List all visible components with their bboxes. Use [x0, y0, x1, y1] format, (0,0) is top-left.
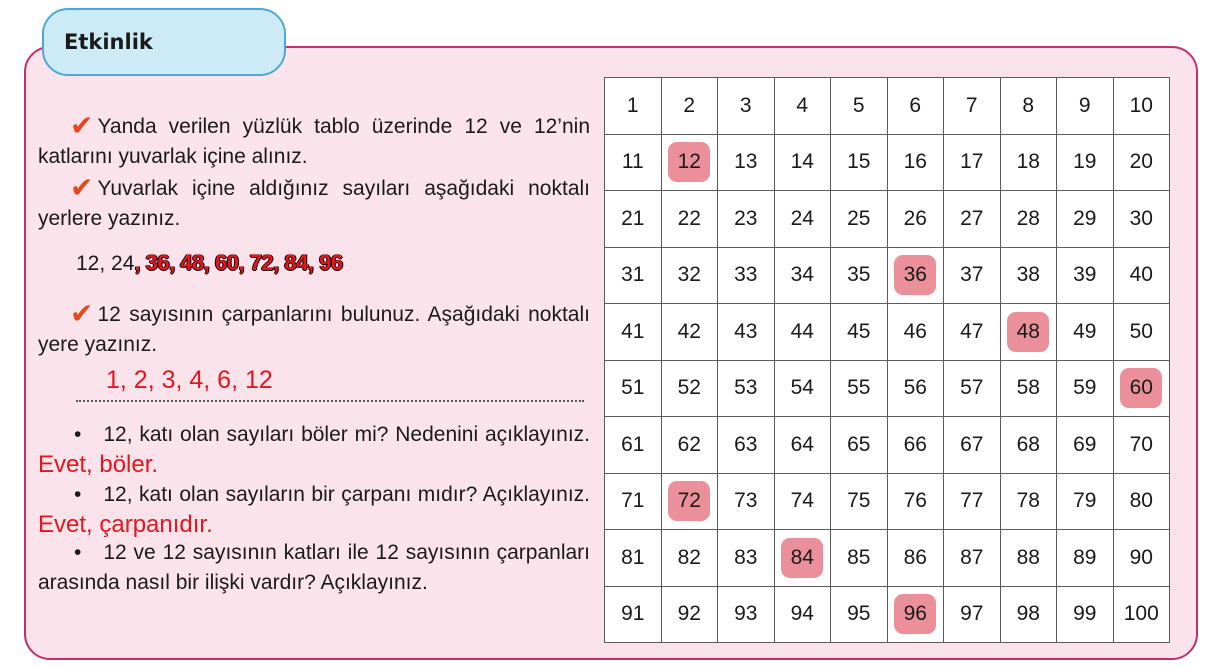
- grid-cell-number: 37: [960, 263, 984, 287]
- grid-cell-number: 82: [677, 545, 701, 569]
- grid-cell: [605, 134, 662, 191]
- grid-cell-number: 55: [847, 376, 871, 400]
- grid-cell: [661, 586, 718, 643]
- grid-cell-number: 15: [847, 150, 871, 174]
- grid-cell-number: 30: [1129, 206, 1153, 230]
- grid-cell-number: 68: [1016, 432, 1040, 456]
- grid-cell-number: 33: [734, 263, 758, 287]
- grid-cell: [1000, 530, 1057, 587]
- grid-cell: [831, 304, 888, 361]
- bullet: •: [74, 541, 82, 564]
- question-2-text: 12, katı olan sayıların bir çarpanı mıdır? Açıklayınız.: [103, 483, 590, 506]
- grid-cell-number: 72: [668, 481, 710, 521]
- grid-cell-number: 70: [1129, 432, 1153, 456]
- grid-cell: [944, 78, 1001, 135]
- grid-cell: [718, 360, 775, 417]
- grid-cell-number: 38: [1016, 263, 1040, 287]
- grid-cell: [718, 304, 775, 361]
- grid-row: [605, 586, 1170, 643]
- grid-cell-number: 86: [903, 545, 927, 569]
- grid-cell: [1113, 417, 1170, 474]
- grid-cell-number: 93: [734, 602, 758, 626]
- grid-cell-number: 79: [1073, 489, 1097, 513]
- grid-cell: [1057, 360, 1114, 417]
- grid-cell-number: 41: [621, 319, 645, 343]
- grid-cell-number: 69: [1073, 432, 1097, 456]
- grid-cell-highlighted: [661, 134, 718, 191]
- grid-cell-number: 53: [734, 376, 758, 400]
- grid-cell: [605, 586, 662, 643]
- grid-cell-number: 96: [894, 594, 936, 634]
- grid-cell-number: 47: [960, 319, 984, 343]
- grid-cell: [661, 304, 718, 361]
- factors-answer: 1, 2, 3, 4, 6, 12: [106, 366, 273, 394]
- grid-cell: [944, 530, 1001, 587]
- grid-cell: [831, 191, 888, 248]
- grid-cell: [944, 134, 1001, 191]
- grid-cell: [1113, 304, 1170, 361]
- grid-cell: [887, 360, 944, 417]
- grid-cell: [1000, 134, 1057, 191]
- grid-cell: [718, 417, 775, 474]
- instruction-2-text: Yuvarlak içine aldığınız sayıları aşağıdaki noktalı yerlere yazınız.: [38, 177, 590, 230]
- grid-cell: [718, 247, 775, 304]
- grid-cell-number: 84: [781, 538, 823, 578]
- grid-cell-number: 88: [1016, 545, 1040, 569]
- grid-cell-number: 26: [903, 206, 927, 230]
- grid-cell: [774, 191, 831, 248]
- grid-cell: [661, 417, 718, 474]
- grid-cell: [1113, 247, 1170, 304]
- multiples-answer: , 36, 48, 60, 72, 84, 96: [134, 250, 343, 275]
- grid-cell-highlighted: [661, 473, 718, 530]
- grid-cell: [718, 586, 775, 643]
- grid-cell: [1000, 78, 1057, 135]
- grid-cell: [605, 304, 662, 361]
- grid-cell: [1113, 530, 1170, 587]
- grid-cell: [831, 530, 888, 587]
- grid-row: [605, 134, 1170, 191]
- grid-cell-number: 5: [852, 93, 865, 117]
- grid-cell-number: 95: [847, 602, 871, 626]
- grid-cell-number: 2: [683, 93, 696, 117]
- grid-cell: [718, 530, 775, 587]
- grid-cell-highlighted: [887, 586, 944, 643]
- question-3-text: 12 ve 12 sayısının katları ile 12 sayısının çarpanları arasında nasıl bir ilişki vardır? Açıklayınız.: [38, 541, 590, 594]
- grid-cell-number: 56: [903, 376, 927, 400]
- grid-cell: [1000, 247, 1057, 304]
- grid-cell: [831, 247, 888, 304]
- grid-cell-number: 66: [903, 432, 927, 456]
- grid-cell: [1057, 78, 1114, 135]
- grid-cell-number: 54: [790, 376, 814, 400]
- grid-cell-number: 1: [626, 93, 639, 117]
- grid-cell-number: 77: [960, 489, 984, 513]
- grid-cell: [774, 360, 831, 417]
- grid-cell-number: 12: [668, 142, 710, 182]
- grid-cell-number: 9: [1078, 93, 1091, 117]
- grid-row: [605, 191, 1170, 248]
- multiples-given: 12, 24: [76, 252, 135, 275]
- grid-cell-number: 7: [965, 93, 978, 117]
- grid-cell-number: 49: [1073, 319, 1097, 343]
- grid-cell-number: 8: [1022, 93, 1035, 117]
- grid-cell: [718, 134, 775, 191]
- grid-cell: [1057, 191, 1114, 248]
- grid-cell-number: 23: [734, 206, 758, 230]
- grid-cell-number: 75: [847, 489, 871, 513]
- bullet: •: [74, 423, 82, 446]
- checkmark-icon: ✔: [70, 297, 94, 330]
- grid-cell-number: 28: [1016, 206, 1040, 230]
- grid-cell: [774, 417, 831, 474]
- grid-cell-highlighted: [887, 247, 944, 304]
- grid-cell-number: 18: [1016, 150, 1040, 174]
- grid-cell-number: 24: [790, 206, 814, 230]
- grid-cell: [1000, 417, 1057, 474]
- grid-row: [605, 78, 1170, 135]
- grid-cell-number: 59: [1073, 376, 1097, 400]
- grid-cell-number: 10: [1129, 93, 1153, 117]
- grid-cell-number: 65: [847, 432, 871, 456]
- grid-cell: [1000, 473, 1057, 530]
- grid-cell: [1057, 473, 1114, 530]
- grid-cell-number: 4: [796, 93, 809, 117]
- grid-cell-number: 48: [1007, 312, 1049, 352]
- grid-cell-number: 40: [1129, 263, 1153, 287]
- grid-cell: [944, 417, 1001, 474]
- grid-cell-number: 16: [903, 150, 927, 174]
- question-2-answer: Evet, çarpanıdır.: [38, 511, 213, 538]
- grid-cell: [1113, 473, 1170, 530]
- grid-cell-number: 21: [621, 206, 645, 230]
- grid-cell: [605, 78, 662, 135]
- grid-cell: [1113, 78, 1170, 135]
- grid-row: [605, 247, 1170, 304]
- grid-cell-number: 87: [960, 545, 984, 569]
- grid-cell-highlighted: [1113, 360, 1170, 417]
- grid-cell: [944, 586, 1001, 643]
- checkmark-icon: ✔: [70, 171, 94, 204]
- grid-cell-number: 92: [677, 602, 701, 626]
- grid-cell: [831, 134, 888, 191]
- grid-cell: [718, 191, 775, 248]
- grid-cell: [661, 247, 718, 304]
- instruction-2: [38, 171, 590, 234]
- grid-cell: [1057, 304, 1114, 361]
- grid-cell: [887, 304, 944, 361]
- grid-cell-number: 32: [677, 263, 701, 287]
- grid-cell-number: 13: [734, 150, 758, 174]
- grid-cell-number: 62: [677, 432, 701, 456]
- grid-cell-number: 61: [621, 432, 645, 456]
- grid-cell: [1000, 586, 1057, 643]
- grid-cell-number: 74: [790, 489, 814, 513]
- grid-cell: [887, 134, 944, 191]
- bullet: •: [74, 483, 82, 506]
- grid-cell-number: 83: [734, 545, 758, 569]
- grid-cell-number: 76: [903, 489, 927, 513]
- grid-cell: [1057, 586, 1114, 643]
- grid-cell-number: 17: [960, 150, 984, 174]
- activity-title: Etkinlik: [64, 30, 153, 54]
- hundreds-chart: [604, 77, 1170, 643]
- grid-cell: [887, 78, 944, 135]
- grid-cell: [944, 473, 1001, 530]
- grid-cell: [831, 417, 888, 474]
- grid-cell-number: 81: [621, 545, 645, 569]
- instruction-1-text: Yanda verilen yüzlük tablo üzerinde 12 ve 12’nin katlarını yuvarlak içine alınız.: [38, 115, 590, 168]
- grid-cell: [831, 586, 888, 643]
- grid-cell-number: 78: [1016, 489, 1040, 513]
- grid-cell: [1113, 191, 1170, 248]
- grid-cell: [1000, 191, 1057, 248]
- grid-cell-number: 36: [894, 255, 936, 295]
- grid-cell-number: 19: [1073, 150, 1097, 174]
- multiples-answer-line: [76, 250, 343, 276]
- grid-cell-number: 91: [621, 602, 645, 626]
- grid-cell-number: 6: [909, 93, 922, 117]
- grid-cell: [774, 134, 831, 191]
- question-1-text: 12, katı olan sayıları böler mi? Nedenini açıklayınız.: [103, 423, 590, 446]
- grid-cell-number: 42: [677, 319, 701, 343]
- grid-cell-number: 29: [1073, 206, 1097, 230]
- grid-cell: [774, 247, 831, 304]
- grid-cell-number: 71: [621, 489, 645, 513]
- grid-cell: [661, 191, 718, 248]
- grid-cell-number: 63: [734, 432, 758, 456]
- grid-cell: [944, 247, 1001, 304]
- grid-cell: [774, 473, 831, 530]
- grid-cell-number: 25: [847, 206, 871, 230]
- grid-cell-number: 98: [1016, 602, 1040, 626]
- grid-cell-number: 50: [1129, 319, 1153, 343]
- grid-cell: [887, 417, 944, 474]
- question-1-answer: Evet, böler.: [38, 451, 159, 478]
- question-1: [38, 420, 590, 481]
- grid-cell-number: 31: [621, 263, 645, 287]
- grid-row: [605, 360, 1170, 417]
- grid-cell-number: 34: [790, 263, 814, 287]
- grid-cell-number: 89: [1073, 545, 1097, 569]
- grid-cell: [1057, 417, 1114, 474]
- grid-cell-number: 27: [960, 206, 984, 230]
- grid-row: [605, 417, 1170, 474]
- grid-cell: [887, 473, 944, 530]
- grid-cell: [1113, 134, 1170, 191]
- grid-cell-number: 43: [734, 319, 758, 343]
- question-3: [38, 538, 590, 598]
- grid-cell: [944, 191, 1001, 248]
- grid-cell: [661, 78, 718, 135]
- grid-cell-number: 90: [1129, 545, 1153, 569]
- grid-cell-number: 80: [1129, 489, 1153, 513]
- grid-cell: [887, 191, 944, 248]
- instruction-1: [38, 109, 590, 172]
- grid-cell: [1057, 134, 1114, 191]
- grid-cell-number: 100: [1123, 602, 1159, 626]
- grid-cell: [605, 417, 662, 474]
- grid-cell: [605, 360, 662, 417]
- grid-cell-number: 20: [1129, 150, 1153, 174]
- grid-cell-number: 44: [790, 319, 814, 343]
- grid-cell-number: 22: [677, 206, 701, 230]
- grid-cell: [774, 78, 831, 135]
- grid-cell-number: 39: [1073, 263, 1097, 287]
- grid-row: [605, 530, 1170, 587]
- grid-cell-number: 85: [847, 545, 871, 569]
- grid-cell: [605, 247, 662, 304]
- grid-cell-number: 58: [1016, 376, 1040, 400]
- grid-cell-number: 99: [1073, 602, 1097, 626]
- grid-cell: [944, 304, 1001, 361]
- grid-cell: [944, 360, 1001, 417]
- grid-cell-number: 35: [847, 263, 871, 287]
- grid-cell-number: 52: [677, 376, 701, 400]
- grid-cell-highlighted: [774, 530, 831, 587]
- grid-cell-number: 11: [621, 150, 644, 174]
- grid-cell: [774, 586, 831, 643]
- grid-cell-number: 45: [847, 319, 871, 343]
- grid-cell: [1113, 586, 1170, 643]
- grid-cell: [1057, 530, 1114, 587]
- grid-cell: [1057, 247, 1114, 304]
- grid-cell: [887, 530, 944, 587]
- grid-cell-number: 51: [621, 376, 645, 400]
- grid-cell: [831, 78, 888, 135]
- grid-cell-number: 94: [790, 602, 814, 626]
- grid-cell: [605, 530, 662, 587]
- grid-cell-number: 64: [790, 432, 814, 456]
- grid-cell: [1000, 360, 1057, 417]
- grid-row: [605, 304, 1170, 361]
- grid-cell: [718, 78, 775, 135]
- grid-cell-number: 14: [790, 150, 814, 174]
- grid-cell: [661, 530, 718, 587]
- grid-cell: [718, 473, 775, 530]
- grid-cell-number: 60: [1120, 368, 1162, 408]
- checkmark-icon: ✔: [70, 109, 94, 142]
- grid-cell: [831, 360, 888, 417]
- grid-cell: [661, 360, 718, 417]
- question-2: [38, 480, 590, 541]
- grid-row: [605, 473, 1170, 530]
- grid-cell-number: 73: [734, 489, 758, 513]
- grid-cell-number: 67: [960, 432, 984, 456]
- grid-cell: [774, 304, 831, 361]
- instruction-3-text: 12 sayısının çarpanlarını bulunuz. Aşağıdaki noktalı yere yazınız.: [38, 303, 590, 356]
- instruction-3: [38, 297, 590, 360]
- grid-cell-number: 46: [903, 319, 927, 343]
- grid-cell-number: 3: [739, 93, 752, 117]
- grid-cell-highlighted: [1000, 304, 1057, 361]
- grid-cell: [831, 473, 888, 530]
- grid-cell-number: 97: [960, 602, 984, 626]
- grid-cell: [605, 191, 662, 248]
- grid-cell-number: 57: [960, 376, 984, 400]
- grid-cell: [605, 473, 662, 530]
